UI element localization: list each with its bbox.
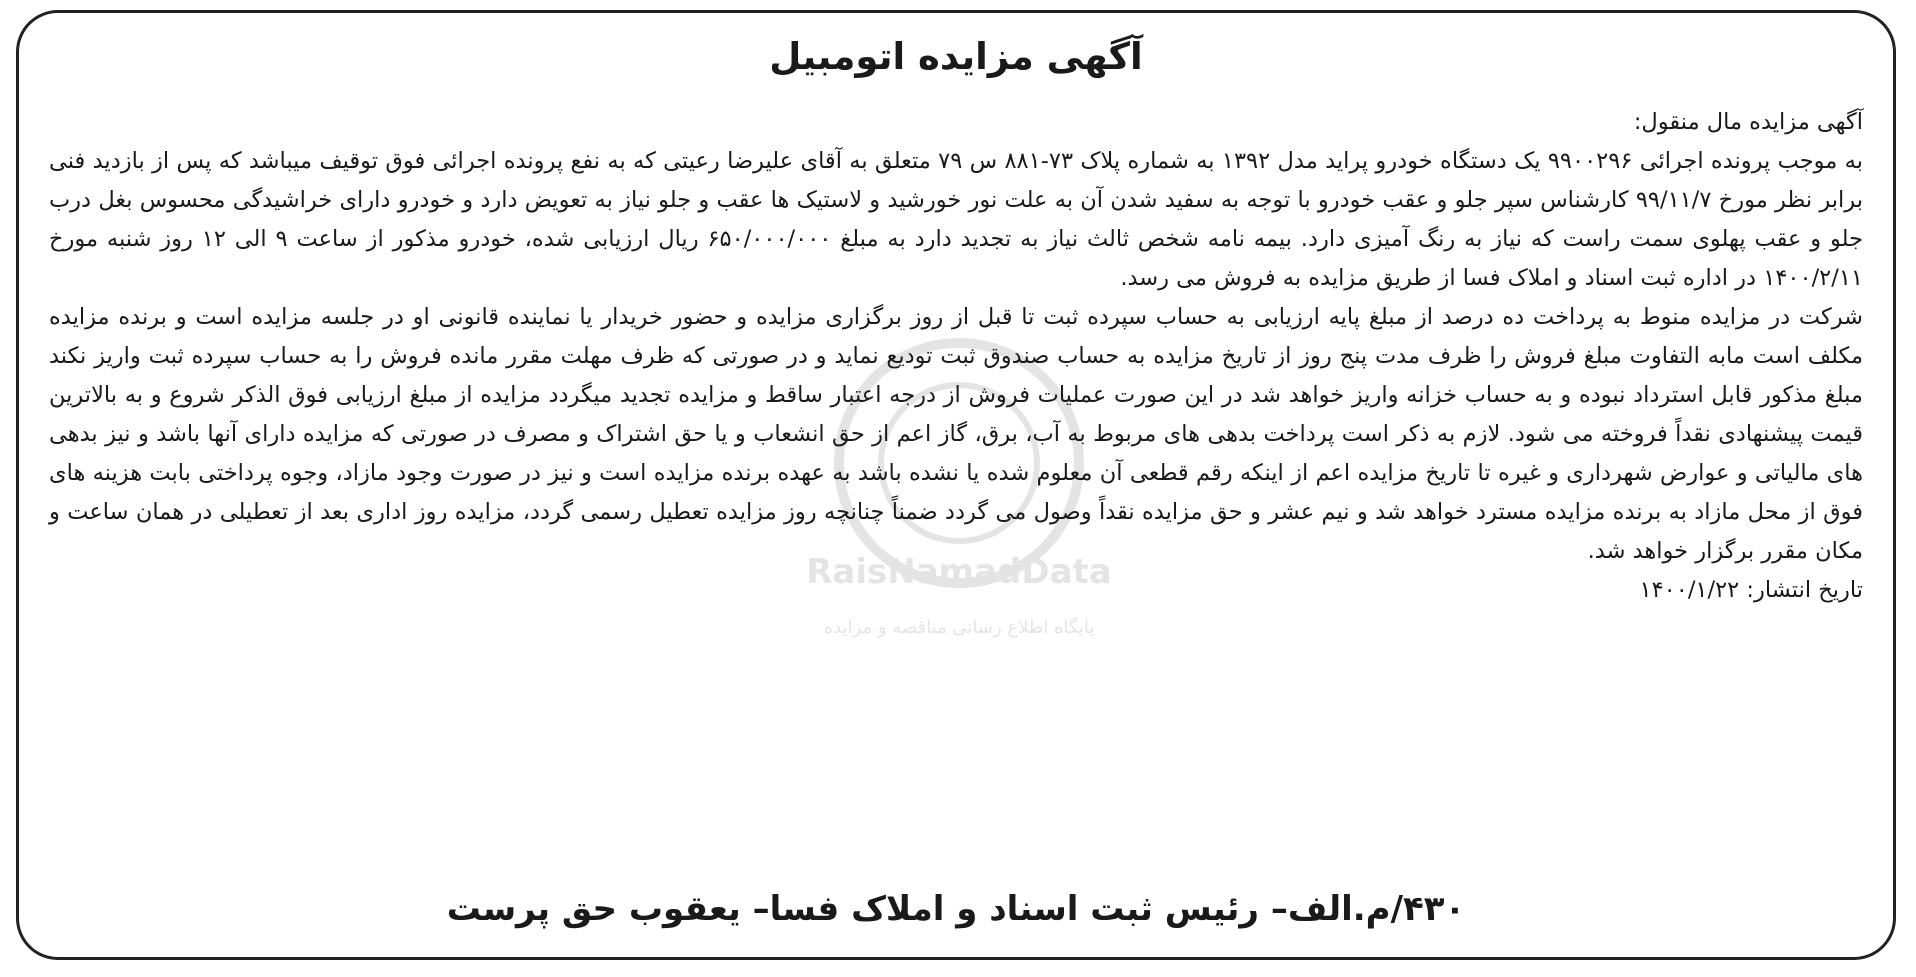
notice-body [49,103,1863,610]
notice-paragraph-2: شرکت در مزایده منوط به پرداخت ده درصد از مبلغ پایه ارزیابی به حساب سپرده ثبت تا قبل از روز برگزاری مزایده و حضور خریدار یا نماینده قانونی او در جلسه مزایده است و برنده مزایده مکلف است مابه التفاوت مبلغ فروش را ظرف مدت پنج روز از تاریخ مزایده به حساب صندوق ثبت تودیع نماید و در صورتی که ظرف مهلت مقرر مانده فروش را به حساب سپرده ثبت واریز نکند مبلغ مذکور قابل استرداد نبوده و به حساب خزانه واریز خواهد شد در این صورت عملیات فروش از درجه اعتبار ساقط و مزایده تجدید میگردد مزایده از مبلغ ارزیابی فوق الذکر شروع و به بالاترین قیمت پیشنهادی نقداً فروخته می شود. لازم به ذکر است پرداخت بدهی های مربوط به آب، برق، گاز اعم از حق انشعاب و یا حق اشتراک و مصرف در صورتی که مزایده دارای آنها باشد و نیز بدهی های مالیاتی و عوارض شهرداری و غیره تا تاریخ مزایده اعم از اینکه رقم قطعی آن معلوم شده یا نشده باشد به عهده برنده مزایده است و نیز در صورت وجود مازاد، وجوه پرداختی بابت هزینه های فوق از محل مازاد به برنده مزایده مسترد خواهد شد و نیم عشر و حق مزایده نقداً وصول می گردد ضمناً چنانچه روز مزایده تعطیل رسمی گردد، مزایده روز اداری بعد از تعطیلی در همان ساعت و مکان مقرر برگزار خواهد شد. [49,304,1863,564]
notice-signature: ۴۳۰/م.الف– رئیس ثبت اسناد و املاک فسا– یعقوب حق پرست [446,889,1466,929]
watermark-caption: پایگاه اطلاع رسانی مناقصه و مزایده [823,617,1095,638]
notice-title: آگهی مزایده اتومبیل [769,35,1143,78]
notice-heading: آگهی مزایده مال منقول: [1633,109,1863,135]
notice-frame [16,10,1896,960]
publish-date: تاریخ انتشار: ۱۴۰۰/۱/۲۲ [1639,577,1863,603]
watermark-brand: RaisNamadData [806,552,1112,592]
notice-paragraph-1: به موجب پرونده اجرائی ۹۹۰۰۲۹۶ یک دستگاه خودرو پراید مدل ۱۳۹۲ به شماره پلاک ۷۳-۸۸۱ س ۷۹ متعلق به آقای علیرضا رعیتی که به نفع پرونده اجرائی فوق توقیف میباشد که پس از بازدید فنی برابر نظر مورخ ۹۹/۱۱/۷ کارشناس سپر جلو و عقب خودرو با توجه به سفید شدن آن به علت نور خورشید و لاستیک ها عقب و جلو نیاز به تعویض دارد و خودرو دارای خراشیدگی محسوس بغل درب جلو و عقب پهلوی سمت راست که نیاز به رنگ آمیزی دارد. بیمه نامه شخص ثالث نیاز به تجدید دارد به مبلغ ۶۵۰/۰۰۰/۰۰۰ ریال ارزیابی شده، خودرو مذکور از ساعت ۹ الی ۱۲ روز شنبه مورخ ۱۴۰۰/۲/۱۱ در اداره ثبت اسناد و املاک فسا از طریق مزایده به فروش می رسد. [49,148,1863,291]
